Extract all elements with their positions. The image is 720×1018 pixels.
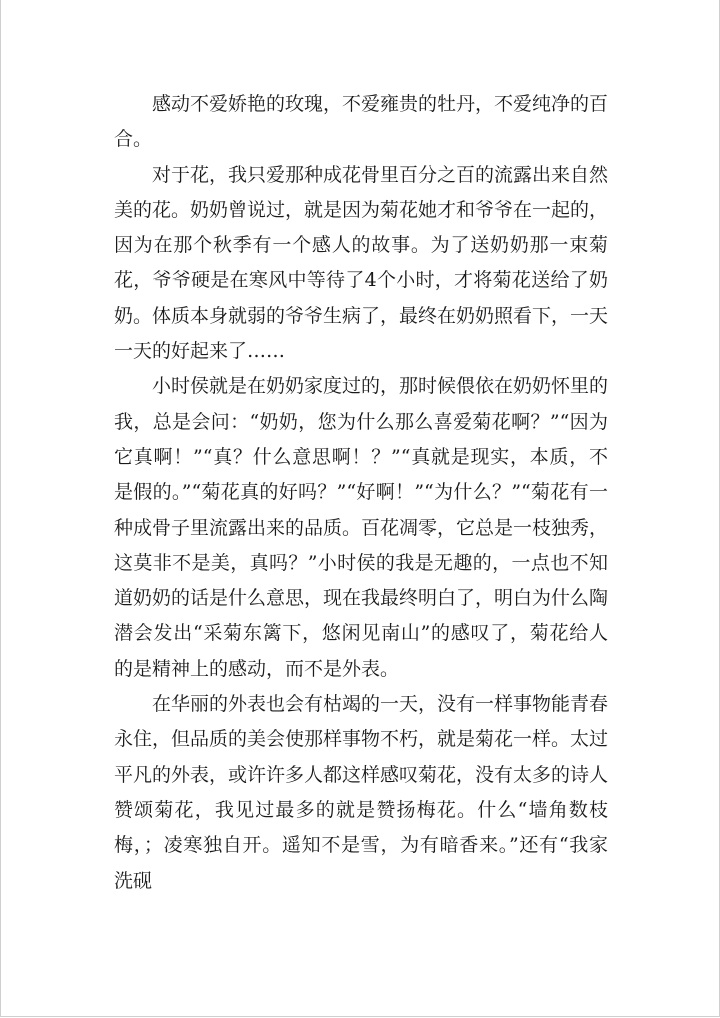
paragraph-3: 小时侯就是在奶奶家度过的，那时候偎依在奶奶怀里的我，总是会问：“奶奶，您为什么那么喜爱菊花啊？”“因为它真啊！”“真？什么意思啊！？”“真就是现实，本质，不是假的。”“菊花真的好吗？”“好啊！”“为什么？”“菊花有一种成骨子里流露出来的品质。百花凋零，它总是一枝独秀，这莫非不是美，真吗？”小时侯的我是无趣的，一点也不知道奶奶的话是什么意思，现在我最终明白了，明白为什么陶潜会发出“采菊东篱下，悠闲见南山”的感叹了，菊花给人的是精神上的感动，而不是外表。 xyxy=(114,375,609,680)
paragraph-2: 对于花，我只爱那种成花骨里百分之百的流露出来自然美的花。奶奶曾说过，就是因为菊花她才和爷爷在一起的，因为在那个秋季有一个感人的故事。为了送奶奶那一束菊花，爷爷硬是在寒风中等待了4个小时，才将菊花送给了奶奶。体质本身就弱的爷爷生病了，最终在奶奶照看下，一天一天的好起来了…… xyxy=(114,163,609,363)
paragraph-4: 在华丽的外表也会有枯竭的一天，没有一样事物能青春永住，但品质的美会使那样事物不朽，就是菊花一样。太过平凡的外表，或许许多人都这样感叹菊花，没有太多的诗人赞颂菊花，我见过最多的就是赞扬梅花。什么“墙角数枝梅，；凌寒独自开。遥知不是雪，为有暗香来。”还有“我家洗砚 xyxy=(114,693,609,892)
document-body xyxy=(114,87,608,899)
paragraph-1: 感动不爱娇艳的玫瑰，不爱雍贵的牡丹，不爱纯净的百合。 xyxy=(114,93,609,151)
